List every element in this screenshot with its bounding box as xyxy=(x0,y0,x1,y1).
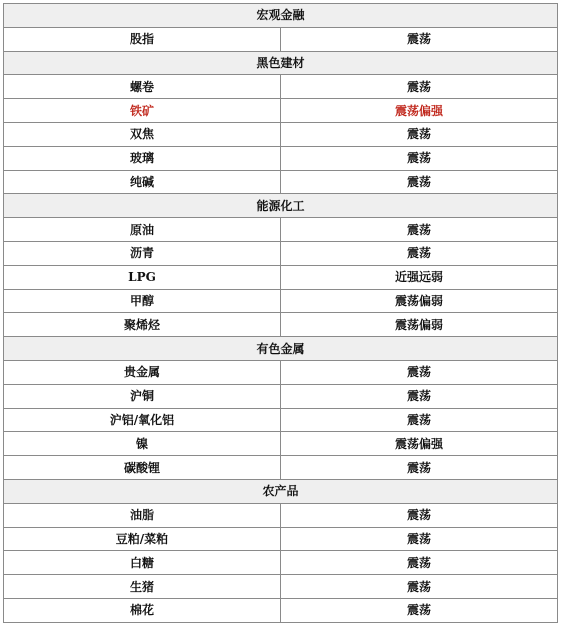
table-row xyxy=(4,456,558,480)
commodity-name-cell: 螺卷 xyxy=(4,75,281,99)
table-row xyxy=(4,170,558,194)
table-row xyxy=(4,75,558,99)
commodity-name-cell: 豆粕/菜粕 xyxy=(4,527,281,551)
table-row xyxy=(4,122,558,146)
commodity-name-cell: 沥青 xyxy=(4,241,281,265)
outlook-cell: 震荡偏强 xyxy=(281,432,558,456)
commodity-name-cell: 纯碱 xyxy=(4,170,281,194)
commodity-name-cell: 玻璃 xyxy=(4,146,281,170)
outlook-cell: 震荡 xyxy=(281,170,558,194)
outlook-cell: 震荡 xyxy=(281,575,558,599)
commodity-name-cell: 甲醇 xyxy=(4,289,281,313)
outlook-cell: 震荡 xyxy=(281,146,558,170)
section-header-row xyxy=(4,194,558,218)
table-row xyxy=(4,360,558,384)
commodity-name-cell: 棉花 xyxy=(4,598,281,622)
outlook-cell: 震荡 xyxy=(281,551,558,575)
outlook-cell: 震荡 xyxy=(281,598,558,622)
commodity-name-cell: 白糖 xyxy=(4,551,281,575)
section-title: 宏观金融 xyxy=(4,4,558,28)
outlook-cell: 震荡 xyxy=(281,27,558,51)
commodity-name-cell: LPG xyxy=(4,265,281,289)
table-row xyxy=(4,575,558,599)
table-row xyxy=(4,265,558,289)
section-title: 黑色建材 xyxy=(4,51,558,75)
table-row xyxy=(4,146,558,170)
table-row xyxy=(4,384,558,408)
outlook-cell: 近强远弱 xyxy=(281,265,558,289)
commodity-name-cell: 生猪 xyxy=(4,575,281,599)
section-title: 农产品 xyxy=(4,479,558,503)
outlook-cell: 震荡偏弱 xyxy=(281,313,558,337)
table-row xyxy=(4,218,558,242)
outlook-cell: 震荡 xyxy=(281,456,558,480)
commodity-name-cell: 铁矿 xyxy=(4,99,281,123)
outlook-cell: 震荡 xyxy=(281,218,558,242)
table-body xyxy=(4,4,558,623)
commodity-name-cell: 沪铝/氧化铝 xyxy=(4,408,281,432)
commodity-name-cell: 双焦 xyxy=(4,122,281,146)
commodity-name-cell: 沪铜 xyxy=(4,384,281,408)
section-title: 能源化工 xyxy=(4,194,558,218)
outlook-cell: 震荡 xyxy=(281,408,558,432)
outlook-cell: 震荡偏弱 xyxy=(281,289,558,313)
table-row xyxy=(4,527,558,551)
table-row xyxy=(4,313,558,337)
commodity-name-cell: 碳酸锂 xyxy=(4,456,281,480)
commodity-name-cell: 聚烯烃 xyxy=(4,313,281,337)
outlook-cell: 震荡 xyxy=(281,503,558,527)
section-header-row xyxy=(4,479,558,503)
section-header-row xyxy=(4,4,558,28)
table-row xyxy=(4,99,558,123)
table-row xyxy=(4,27,558,51)
outlook-cell: 震荡 xyxy=(281,75,558,99)
outlook-cell: 震荡 xyxy=(281,122,558,146)
table-row xyxy=(4,241,558,265)
commodity-outlook-table xyxy=(3,3,558,623)
outlook-cell: 震荡 xyxy=(281,527,558,551)
commodity-name-cell: 镍 xyxy=(4,432,281,456)
table-row xyxy=(4,503,558,527)
table-row xyxy=(4,598,558,622)
commodity-name-cell: 油脂 xyxy=(4,503,281,527)
commodity-name-cell: 原油 xyxy=(4,218,281,242)
outlook-cell: 震荡偏强 xyxy=(281,99,558,123)
table-row xyxy=(4,432,558,456)
outlook-cell: 震荡 xyxy=(281,384,558,408)
outlook-cell: 震荡 xyxy=(281,241,558,265)
table-row xyxy=(4,408,558,432)
table-row xyxy=(4,551,558,575)
outlook-cell: 震荡 xyxy=(281,360,558,384)
section-header-row xyxy=(4,337,558,361)
commodity-name-cell: 贵金属 xyxy=(4,360,281,384)
commodity-name-cell: 股指 xyxy=(4,27,281,51)
section-title: 有色金属 xyxy=(4,337,558,361)
table-row xyxy=(4,289,558,313)
section-header-row xyxy=(4,51,558,75)
